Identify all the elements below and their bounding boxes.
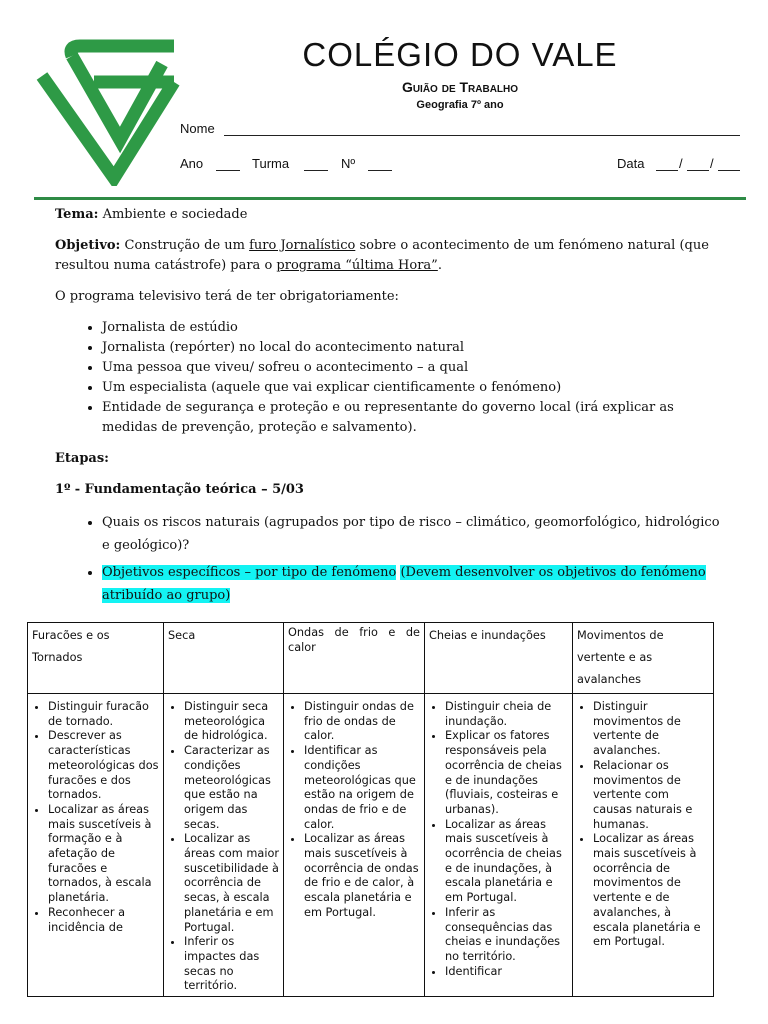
objective-label: Objetivo: [55,238,121,253]
number-label: Nº [341,156,356,171]
theme-label: Tema: [55,207,99,222]
stage-1-heading [55,480,720,500]
list-item: • Explicar os fatores responsáveis pela ocorrência de cheias e de inundações (fluviais, costeiras e urbanas). [445,729,568,817]
list-item: • Relacionar os movimentos de vertente com causas naturais e humanas. [593,759,709,833]
table-header-cell: Cheias e inundações [425,623,573,694]
table-header-cell: Movimentos de vertente e as avalanches [573,623,714,694]
table-cell [284,694,425,997]
objective-text: sobre o acontecimento de um fenómeno natural (que resultou numa catástrofe) para o [55,238,709,273]
name-label: Nome [180,121,215,136]
stages-label: Etapas: [55,451,109,466]
stage-1-objectives-text: Objetivos específicos – por tipo de fenómeno [102,565,397,580]
stage-1-list [55,511,720,607]
objective-text: Construção de um [124,238,245,253]
list-item: • Distinguir cheia de inundação. [445,700,568,729]
date-separator: / [710,156,714,171]
school-logo-icon [24,36,184,186]
stage-1-title: - Fundamentação teórica – 5/03 [74,482,304,497]
list-item: • Distinguir furacão de tornado. [48,700,159,729]
class-label: Turma [252,156,290,171]
list-item: • Identificar [445,965,568,980]
table-header-cell: Seca [164,623,284,694]
objectives-table [27,622,714,997]
list-item: • Distinguir ondas de frio de ondas de calor. [304,700,420,744]
table-cell [573,694,714,997]
list-item: • Jornalista (repórter) no local do acontecimento natural [102,338,720,358]
table-cell [164,694,284,997]
list-item: • Descrever as características meteorológicas dos furacões e dos tornados. [48,729,159,803]
objective-paragraph [55,236,720,276]
list-item: • Jornalista de estúdio [102,318,720,338]
objective-text: . [437,258,442,273]
list-item: • Localizar as áreas mais suscetíveis à ocorrência de cheias e de inundações, à escala planetária e em Portugal. [445,818,568,906]
list-item: • Identificar as condições meteorológicas que estão na origem de ondas de frio e de calor. [304,744,420,832]
list-item: • Caracterizar as condições meteorológicas que estão na origem das secas. [184,744,279,832]
class-field[interactable] [304,170,328,171]
list-item: • Reconhecer a incidência de [48,906,159,935]
date-year-field[interactable] [718,170,740,171]
program-intro: O programa televisivo terá de ter obrigatoriamente: [55,289,399,304]
date-month-field[interactable] [687,170,709,171]
table-cell [425,694,573,997]
list-item: • Quais os riscos naturais (agrupados por tipo de risco – climático, geomorfológico, hidrológico e geológico)? [102,511,720,557]
list-item: • Localizar as áreas mais suscetíveis à formação e à afetação de furacões e tornados, à escala planetária. [48,803,159,906]
table-header-cell: Furacões e os Tornados [28,623,164,694]
theme-value: Ambiente e sociedade [102,207,248,222]
list-item: • Distinguir movimentos de vertente de avalanches. [593,700,709,759]
list-item: • Localizar as áreas mais suscetíveis à ocorrência de movimentos de vertente e de avalanches, à escala planetária e em Portugal. [593,832,709,950]
requirements-list [55,318,720,438]
list-item: • Localizar as áreas mais suscetíveis à ocorrência de ondas de frio e de calor, à escala planetária e em Portugal. [304,832,420,920]
theme-line [55,205,720,225]
list-item: • Um especialista (aquele que vai explicar cientificamente o fenómeno) [102,378,720,398]
list-item: • Localizar as áreas com maior suscetibilidade à ocorrência de secas, à escala planetária e em Portugal. [184,832,279,935]
worksheet-body [55,205,720,607]
stage-1-number: 1º [55,482,71,497]
worksheet-subtitle: Guião de Trabalho [401,79,519,95]
list-item: • Entidade de segurança e proteção e ou representante do governo local (irá explicar as medidas de prevenção, proteção e salvamento). [102,398,720,438]
header-divider [34,197,746,200]
list-item: • Distinguir seca meteorológica de hidrológica. [184,700,279,744]
name-field[interactable] [224,135,740,136]
table-header-cell: Ondas de frio e de calor [284,623,425,694]
subject-grade: Geografia 7º ano [416,99,504,111]
table-header-row [28,623,714,694]
number-field[interactable] [368,170,392,171]
stages-heading [55,449,720,469]
year-label: Ano [180,156,204,171]
list-item: • Inferir os impactes das secas no território. [184,935,279,994]
table-row [28,694,714,997]
objective-term-news: furo Jornalístico [249,238,356,253]
highlighted-instruction: (Devem desenvolver os objetivos do fenómeno atribuído ao grupo) [102,565,706,603]
list-item: • Inferir as consequências das cheias e inundações no território. [445,906,568,965]
date-separator: / [679,156,683,171]
year-field[interactable] [216,170,240,171]
objective-term-program: programa “última Hora” [276,258,438,273]
school-name: COLÉGIO DO VALE [302,36,618,73]
list-item [102,561,720,607]
date-label: Data [617,156,645,171]
date-day-field[interactable] [656,170,678,171]
table-cell [28,694,164,997]
list-item: • Uma pessoa que viveu/ sofreu o acontecimento – a qual [102,358,720,378]
